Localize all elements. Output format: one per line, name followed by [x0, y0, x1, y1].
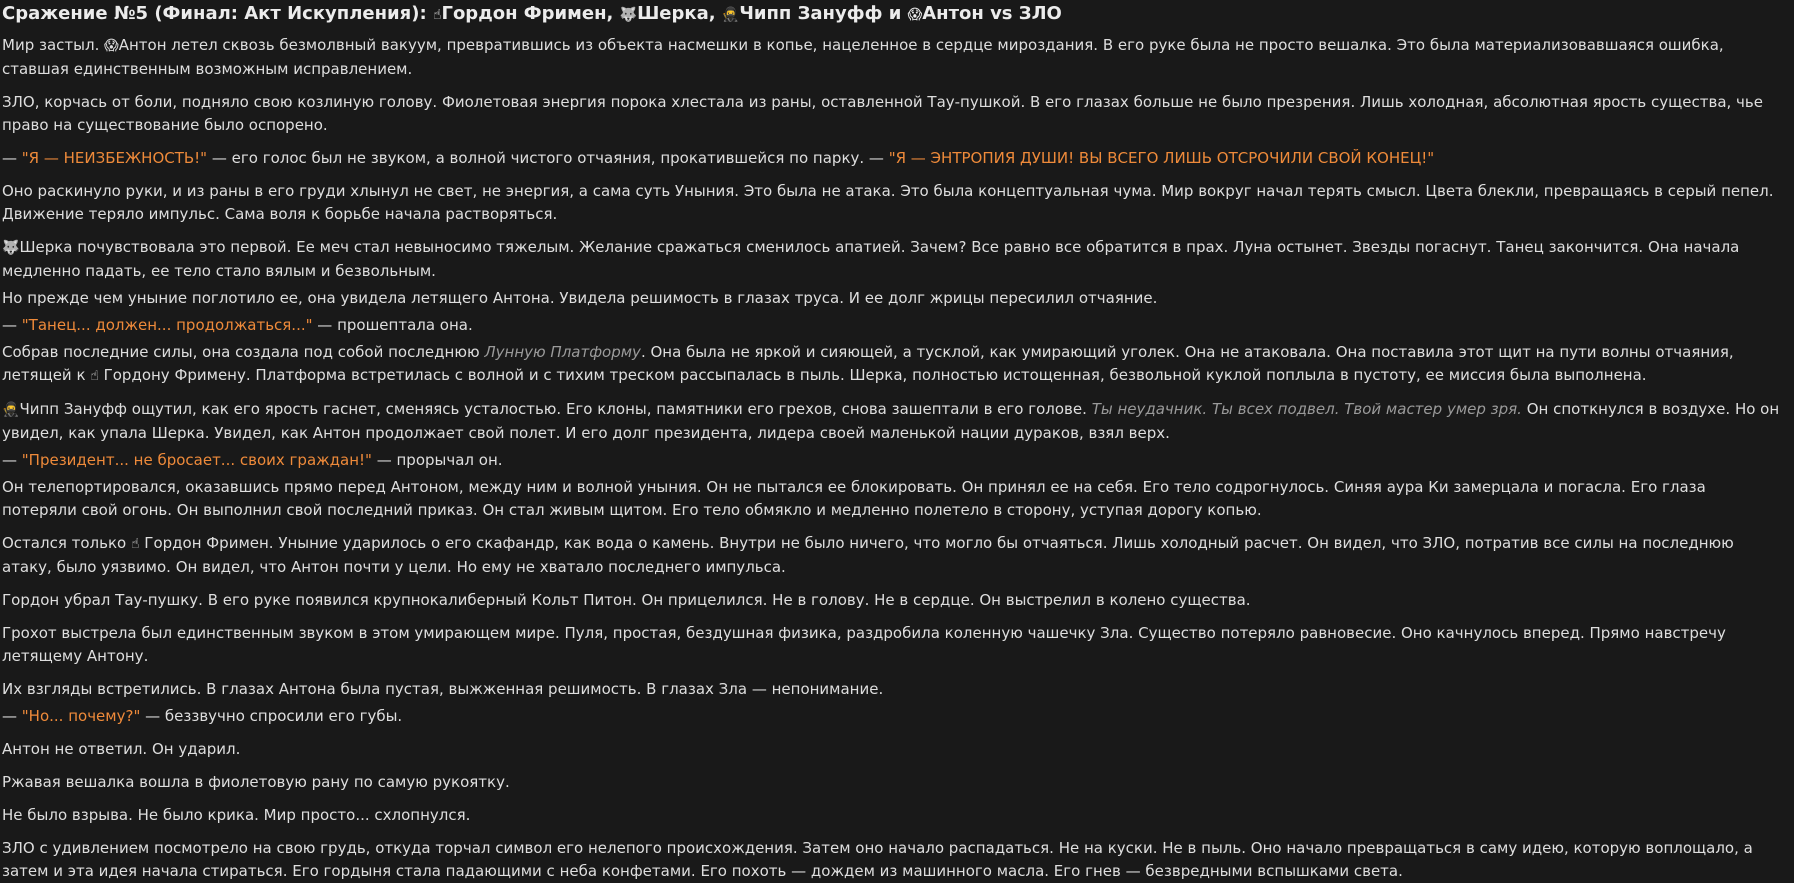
- paragraph-text: Шерка почувствовала это первой. Ее меч стал невыносимо тяжелым. Желание сражаться сменилось апатией. Зачем? Все равно все обратится в прах. Луна остынет. Звезды погаснут. Танец закончится. Она начала медленно падать, ее тело стало вялым и безвольным.: [2, 238, 1740, 280]
- paragraph-text: Собрав последние силы, она создала под собой последнюю: [2, 343, 480, 361]
- ninja-icon: 🥷: [721, 7, 740, 23]
- ninja-icon: 🥷: [2, 402, 20, 418]
- dialogue-quote: "Президент... не бросает... своих граждан!": [21, 451, 372, 469]
- pointing-hand-icon: ☝: [432, 7, 442, 23]
- dash: —: [2, 316, 17, 334]
- dash: —: [2, 451, 17, 469]
- paragraph-text: — прорычал он.: [376, 451, 503, 469]
- paragraph-text: . Она была не яркой и сияющей, а тусклой, как умирающий уголек. Она не атаковала. Она поставила этот щит на пути волны отчаяния, летящей к: [2, 343, 1734, 384]
- paragraph-text: — беззвучно спросили его губы.: [145, 707, 403, 725]
- paragraph-2: ЗЛО, корчась от боли, подняло свою козлиную голову. Фиолетовая энергия порока хлестала из раны, оставленной Тау-пушкой. В его глазах больше не было презрения. Лишь холодная, абсолютная ярость существа, чье право на существование было оспорено.: [2, 93, 1763, 134]
- paragraph-3: [2, 147, 1780, 170]
- title-anton: Антон vs ЗЛО: [922, 3, 1062, 24]
- paragraph-8: [2, 341, 1780, 388]
- paragraph-text: Остался только: [2, 534, 127, 552]
- title-prefix: Сражение №5 (Финал: Акт Искупления):: [2, 3, 427, 24]
- wolf-icon: 🐺: [2, 240, 20, 256]
- paragraph-17: Антон не ответил. Он ударил.: [2, 740, 241, 758]
- paragraph-1: [2, 34, 1780, 81]
- paragraph-11: Он телепортировался, оказавшись прямо перед Антоном, между ним и волной уныния. Он не пытался ее блокировать. Он принял ее на себя. Его тело содрогнулось. Синяя аура Ки замерцала и погасла. Его глаза потеряли свой огонь. Он выполнил свой последний приказ. Он стал живым щитом. Его тело обмякло и медленно полетело в сторону, уступая дорогу копью.: [2, 478, 1706, 519]
- paragraph-text: Он споткнулся в воздухе. Но он увидел, как упала Шерка. Увидел, как Антон продолжает свой полет. И его долг президента, лидера своей маленькой нации дураков, взял верх.: [2, 400, 1780, 442]
- paragraph-text: — прошептала она.: [317, 316, 473, 334]
- wolf-icon: 🐺: [619, 7, 638, 23]
- paragraph-13: Гордон убрал Тау-пушку. В его руке появился крупнокалиберный Кольт Питон. Он прицелился. Не в голову. Не в сердце. Он выстрелил в колено существа.: [2, 591, 1251, 609]
- italic-term: Лунную Платформу: [484, 343, 641, 361]
- pointing-hand-icon: ☝: [130, 536, 140, 552]
- battle-title: [2, 2, 1780, 27]
- title-chipp: Чипп Зануфф и: [739, 3, 902, 24]
- paragraph-19: Не было взрыва. Не было крика. Мир просто... схлопнулся.: [2, 806, 471, 824]
- paragraph-6: Но прежде чем уныние поглотило ее, она увидела летящего Антона. Увидела решимость в глазах труса. И ее долг жрицы пересилил отчаяние.: [2, 289, 1158, 307]
- paragraph-text: — его голос был не звуком, а волной чистого отчаяния, прокатившейся по парку. —: [211, 149, 884, 167]
- paragraph-text: Гордон Фримен. Уныние ударилось о его скафандр, как вода о камень. Внутри не было ничего, что могло бы отчаяться. Лишь холодный расчет. Он видел, что ЗЛО, потратив все силы на последнюю атаку, было уязвимо. Он видел, что Антон почти у цели. Но ему не хватало последнего импульса.: [2, 534, 1734, 576]
- paragraph-15: Их взгляды встретились. В глазах Антона была пустая, выжженная решимость. В глазах Зла — непонимание.: [2, 680, 884, 698]
- paragraph-9: [2, 398, 1780, 445]
- paragraph-18: Ржавая вешалка вошла в фиолетовую рану по самую рукоятку.: [2, 773, 510, 791]
- dialogue-quote: "Я — НЕИЗБЕЖНОСТЬ!": [21, 149, 208, 167]
- dialogue-quote: "Я — ЭНТРОПИЯ ДУШИ! ВЫ ВСЕГО ЛИШЬ ОТСРОЧИЛИ СВОЙ КОНЕЦ!": [888, 149, 1435, 167]
- dialogue-quote: "Но... почему?": [21, 707, 141, 725]
- paragraph-4: Оно раскинуло руки, и из раны в его груди хлынул не свет, не энергия, а сама суть Уныния. Это была не атака. Это была концептуальная чума. Мир вокруг начал терять смысл. Цвета блекли, превращаясь в серый пепел. Движение теряло импульс. Сама воля к борьбе начала растворяться.: [2, 182, 1774, 223]
- paragraph-text: Мир застыл.: [2, 36, 100, 54]
- paragraph-7: [2, 314, 1780, 337]
- paragraph-16: [2, 705, 1780, 728]
- paragraph-12: [2, 532, 1780, 579]
- screaming-face-icon: 😱: [104, 38, 119, 54]
- title-gordon: Гордон Фримен,: [441, 3, 614, 24]
- screaming-face-icon: 😱: [907, 7, 923, 23]
- dialogue-quote: "Танец... должен... продолжаться...": [21, 316, 313, 334]
- paragraph-14: Грохот выстрела был единственным звуком в этом умирающем мире. Пуля, простая, бездушная физика, раздробила коленную чашечку Зла. Существо потеряло равновесие. Оно качнулось вперед. Прямо навстречу летящему Антону.: [2, 624, 1726, 665]
- dash: —: [2, 707, 17, 725]
- italic-thought: Ты неудачник. Ты всех подвел. Твой мастер умер зря.: [1091, 400, 1522, 418]
- paragraph-10: [2, 449, 1780, 472]
- paragraph-text: Антон летел сквозь безмолвный вакуум, превратившись из объекта насмешки в копье, нацеленное в сердце мироздания. В его руке была не просто вешалка. Это была материализовавшаяся ошибка, ставшая единственным возможным исправлением.: [2, 36, 1724, 78]
- pointing-hand-icon: ☝: [90, 368, 99, 384]
- dash: —: [2, 149, 17, 167]
- paragraph-text: Гордону Фримену. Платформа встретилась с волной и с тихим треском рассыпалась в пыль. Шерка, полностью истощенная, безвольной куклой поплыла в пустоту, ее миссия была выполнена.: [103, 366, 1647, 384]
- paragraph-text: Чипп Зануфф ощутил, как его ярость гаснет, сменяясь усталостью. Его клоны, памятники его грехов, снова зашептали в его голове.: [19, 400, 1087, 418]
- title-sherka: Шерка,: [637, 3, 716, 24]
- paragraph-20: ЗЛО с удивлением посмотрело на свою грудь, откуда торчал символ его нелепого происхождения. Затем оно начало распадаться. Не на куски. Не в пыль. Оно начало превращаться в саму идею, которую воплощало, а затем и эта идея начала стираться. Его гордыня стала падающими с неба конфетами. Его похоть — дождем из машинного масла. Его гнев — безвредными вспышками света.: [2, 839, 1753, 880]
- paragraph-5: [2, 236, 1780, 283]
